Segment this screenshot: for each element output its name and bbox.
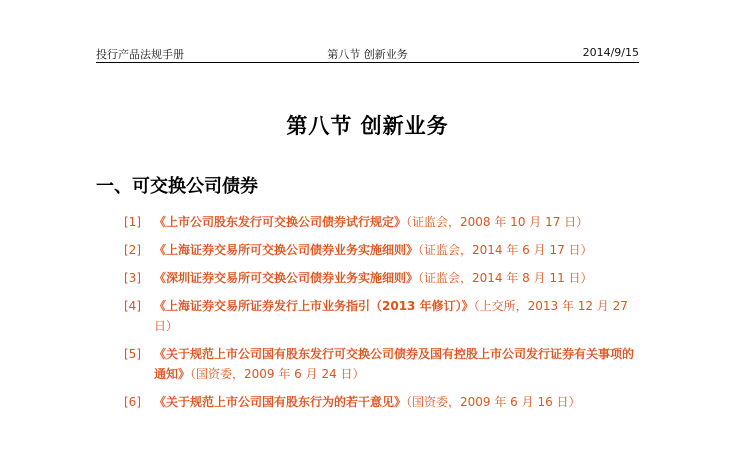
- reference-item[interactable]: [124, 296, 644, 336]
- reference-number: [4]: [124, 299, 141, 313]
- reference-title-link[interactable]: 《上市公司股东发行可交换公司债券试行规定》: [154, 215, 407, 229]
- reference-detail: （国资委，2009 年 6 月 24 日）: [190, 367, 365, 381]
- reference-detail: （证监会，2014 年 8 月 11 日）: [418, 271, 593, 285]
- reference-number: [5]: [124, 347, 141, 361]
- reference-title-link[interactable]: 《关于规范上市公司国有股东行为的若干意见》: [154, 395, 407, 409]
- reference-detail: （证监会，2008 年 10 月 17 日）: [406, 215, 589, 229]
- header-manual-name: 投行产品法规手册: [96, 48, 184, 61]
- reference-item[interactable]: [124, 268, 644, 288]
- reference-detail: （上交所，2013 年 12 月 27 日）: [154, 299, 628, 333]
- reference-list: [124, 212, 644, 420]
- reference-title-link[interactable]: 《关于规范上市公司国有股东发行可交换公司债券及国有控股上市公司发行证券有关事项的通知》: [154, 347, 635, 381]
- reference-number: [3]: [124, 271, 141, 285]
- reference-item[interactable]: [124, 344, 644, 384]
- header-divider: [96, 62, 639, 63]
- section-heading: 一、可交换公司债券: [96, 176, 258, 197]
- reference-item[interactable]: [124, 240, 644, 260]
- reference-title-link[interactable]: 《深圳证券交易所可交换公司债券业务实施细则》: [154, 271, 419, 285]
- header-section-name: 第八节 创新业务: [327, 48, 408, 61]
- reference-title-link[interactable]: 《上海证券交易所证券发行上市业务指引（2013 年修订）》: [154, 299, 474, 313]
- page-header: [96, 40, 639, 62]
- reference-detail: （国资委，2009 年 6 月 16 日）: [406, 395, 581, 409]
- reference-title-link[interactable]: 《上海证券交易所可交换公司债券业务实施细则》: [154, 243, 419, 257]
- header-date: 2014/9/15: [582, 46, 639, 59]
- reference-number: [1]: [124, 215, 141, 229]
- page-title: 第八节 创新业务: [286, 114, 449, 138]
- reference-number: [2]: [124, 243, 141, 257]
- reference-number: [6]: [124, 395, 141, 409]
- reference-detail: （证监会，2014 年 6 月 17 日）: [418, 243, 593, 257]
- reference-item[interactable]: [124, 392, 644, 412]
- reference-item[interactable]: [124, 212, 644, 232]
